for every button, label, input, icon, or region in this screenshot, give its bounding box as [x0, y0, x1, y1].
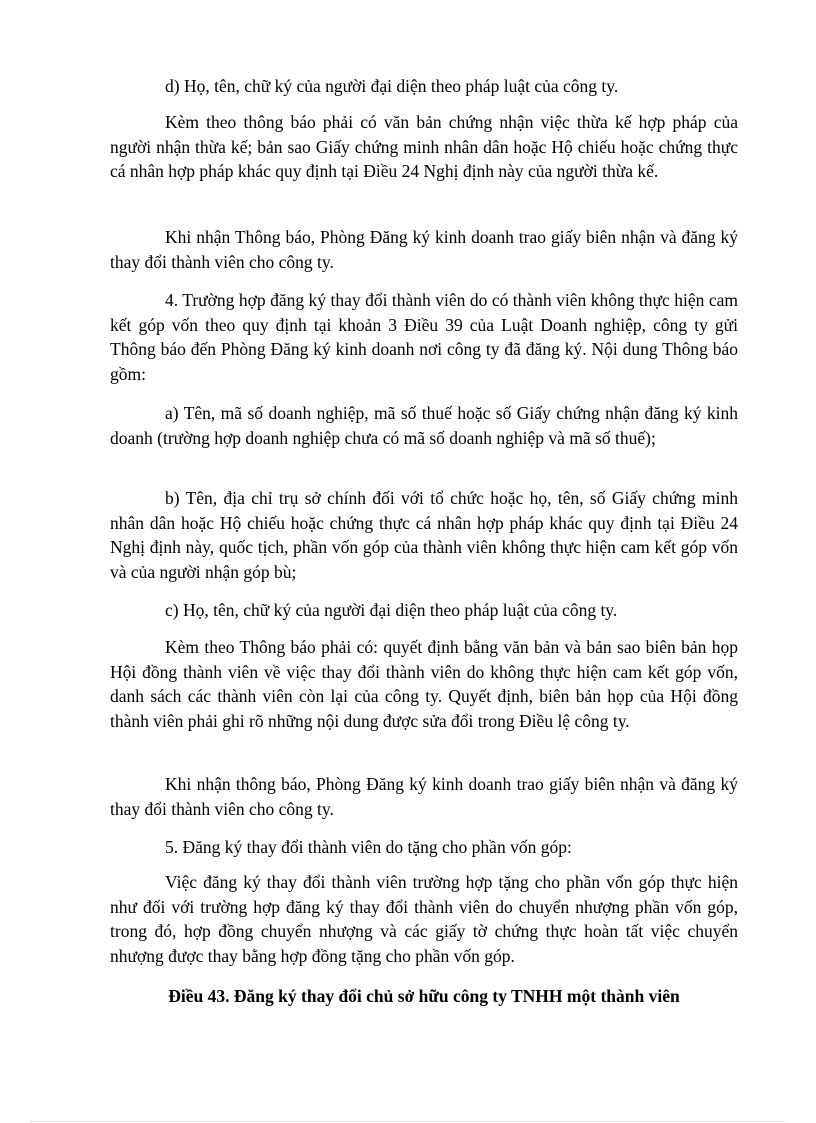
paragraph-receipt-inheritance: Khi nhận Thông báo, Phòng Đăng ký kinh doanh trao giấy biên nhận và đăng ký thay đổi thành viên cho công ty.	[110, 227, 738, 272]
paragraph-gift-registration: Việc đăng ký thay đổi thành viên trường hợp tặng cho phần vốn góp thực hiện như đối với trường hợp đăng ký thay đổi thành viên do chuyển nhượng phần vốn góp, trong đó, hợp đồng chuyển nhượng và các giấy tờ chứng thực hoàn tất việc chuyển nhượng được thay bằng hợp đồng tặng cho phần vốn góp.	[110, 872, 738, 966]
paragraph-item-d: d) Họ, tên, chữ ký của người đại diện theo pháp luật của công ty.	[165, 76, 619, 96]
paragraph-item-a: a) Tên, mã số doanh nghiệp, mã số thuế hoặc số Giấy chứng nhận đăng ký kinh doanh (trường hợp doanh nghiệp chưa có mã số doanh nghiệp và mã số thuế);	[110, 403, 738, 448]
paragraph-item-b: b) Tên, địa chỉ trụ sở chính đối với tổ chức hoặc họ, tên, số Giấy chứng minh nhân dân hoặc Hộ chiếu hoặc chứng thực cá nhân hợp pháp khác quy định tại Điều 24 Nghị định này, quốc tịch, phần vốn góp của thành viên không thực hiện cam kết góp vốn và của người nhận góp bù;	[110, 488, 738, 582]
article-heading: Điều 43. Đăng ký thay đổi chủ sở hữu công ty TNHH một thành viên	[168, 986, 680, 1006]
paragraph-clause-5: 5. Đăng ký thay đổi thành viên do tặng cho phần vốn góp:	[165, 837, 572, 857]
paragraph-attachments-inheritance: Kèm theo thông báo phải có văn bản chứng nhận việc thừa kế hợp pháp của người nhận thừa kế; bản sao Giấy chứng minh nhân dân hoặc Hộ chiếu hoặc chứng thực cá nhân hợp pháp khác quy định tại Điều 24 Nghị định này của người thừa kế.	[110, 112, 738, 181]
page-bottom-divider	[30, 1121, 786, 1122]
paragraph-attachments-decision: Kèm theo Thông báo phải có: quyết định bằng văn bản và bản sao biên bản họp Hội đồng thành viên về việc thay đổi thành viên do không thực hiện cam kết góp vốn, danh sách các thành viên còn lại của công ty. Quyết định, biên bản họp của Hội đồng thành viên phải ghi rõ những nội dung được sửa đổi trong Điều lệ công ty.	[110, 637, 738, 731]
paragraph-receipt-notification: Khi nhận thông báo, Phòng Đăng ký kinh doanh trao giấy biên nhận và đăng ký thay đổi thành viên cho công ty.	[110, 774, 738, 819]
paragraph-item-c: c) Họ, tên, chữ ký của người đại diện theo pháp luật của công ty.	[165, 600, 618, 620]
paragraph-clause-4: 4. Trường hợp đăng ký thay đổi thành viên do có thành viên không thực hiện cam kết góp vốn theo quy định tại khoản 3 Điều 39 của Luật Doanh nghiệp, công ty gửi Thông báo đến Phòng Đăng ký kinh doanh nơi công ty đã đăng ký. Nội dung Thông báo gồm:	[110, 290, 738, 384]
